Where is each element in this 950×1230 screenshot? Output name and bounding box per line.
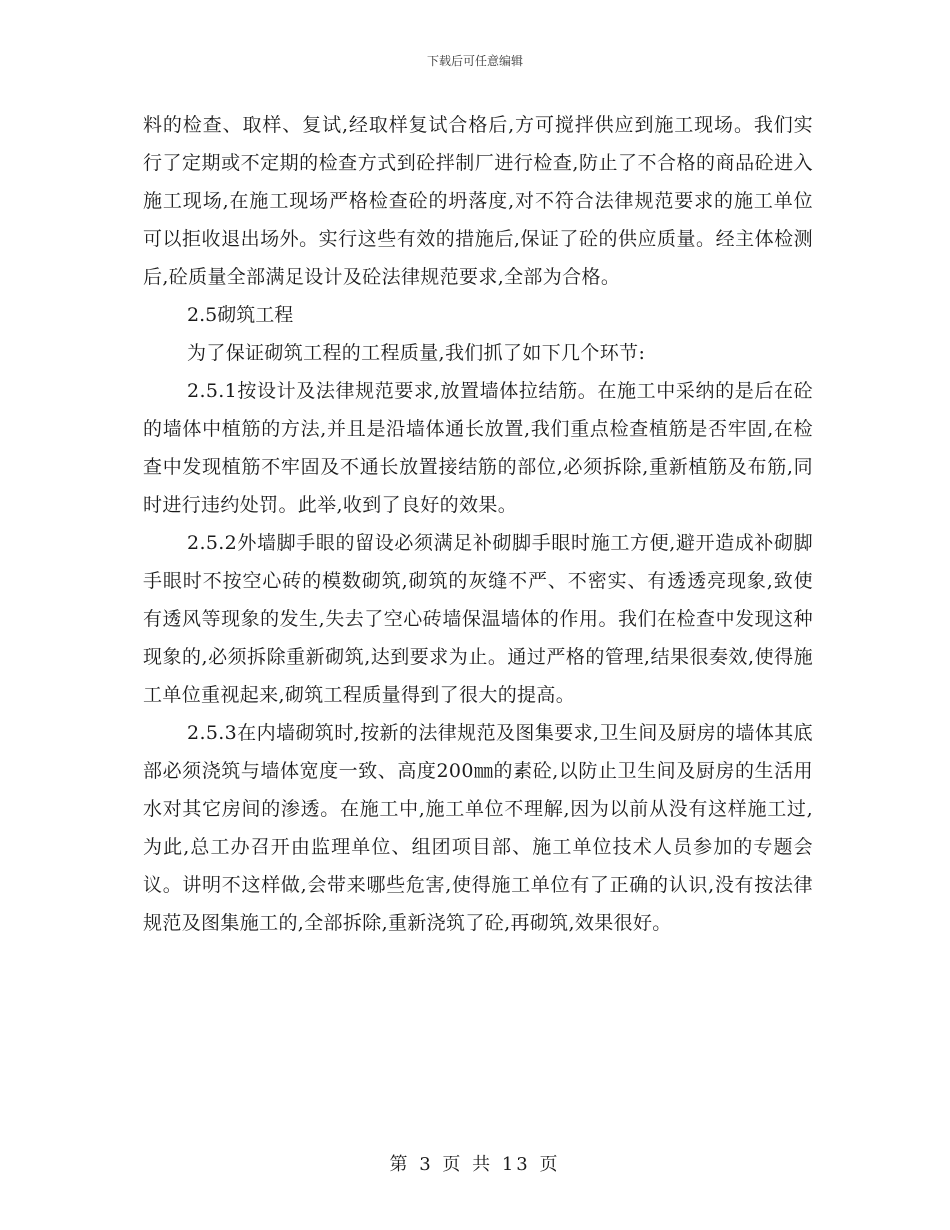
paragraph-2-5-2: 2.5.2外墙脚手眼的留设必须满足补砌脚手眼时施工方便,避开造成补砌脚手眼时不按空心砖的模数砌筑,砌筑的灰缝不严、不密实、有透透亮现象,致使有透风等现象的发生,失去了空心砖墙保温墙体的作用。我们在检查中发现这种现象的,必须拆除重新砌筑,达到要求为止。通过严格的管理,结果很奏效,使得施工单位重视起来,砌筑工程质量得到了很大的提高。 bbox=[143, 532, 813, 706]
paragraph-2-5-3: 2.5.3在内墙砌筑时,按新的法律规范及图集要求,卫生间及厨房的墙体其底部必须浇筑与墙体宽度一致、高度200㎜的素砼,以防止卫生间及厨房的生活用水对其它房间的渗透。在施工中,施工单位不理解,因为以前从没有这样施工过,为此,总工办召开由监理单位、组团项目部、施工单位技术人员参加的专题会议。讲明不这样做,会带来哪些危害,使得施工单位有了正确的认识,没有按法律规范及图集施工的,全部拆除,重新浇筑了砼,再砌筑,效果很好。 bbox=[143, 722, 813, 934]
section-title-masonry: 2.5砌筑工程 bbox=[187, 304, 294, 326]
page-number-footer: 第 3 页 共 13 页 bbox=[389, 1154, 561, 1175]
paragraph-concrete-supply: 料的检查、取样、复试,经取样复试合格后,方可搅拌供应到施工现场。我们实行了定期或不定期的检查方式到砼拌制厂进行检查,防止了不合格的商品砼进入施工现场,在施工现场严格检查砼的坍落度,对不符合法律规范要求的施工单位可以拒收退出场外。实行这些有效的措施后,保证了砼的供应质量。经主体检测后,砼质量全部满足设计及砼法律规范要求,全部为合格。 bbox=[143, 114, 813, 288]
paragraph-2-5-1: 2.5.1按设计及法律规范要求,放置墙体拉结筋。在施工中采纳的是后在砼的墙体中植筋的方法,并且是沿墙体通长放置,我们重点检查植筋是否牢固,在检查中发现植筋不牢固及不通长放置接结筋的部位,必须拆除,重新植筋及布筋,同时进行违约处罚。此举,收到了良好的效果。 bbox=[143, 380, 813, 516]
document-body bbox=[143, 106, 813, 942]
paragraph-masonry-intro: 为了保证砌筑工程的工程质量,我们抓了如下几个环节: bbox=[187, 342, 646, 364]
page-header: 下载后可任意编辑 bbox=[426, 54, 523, 68]
